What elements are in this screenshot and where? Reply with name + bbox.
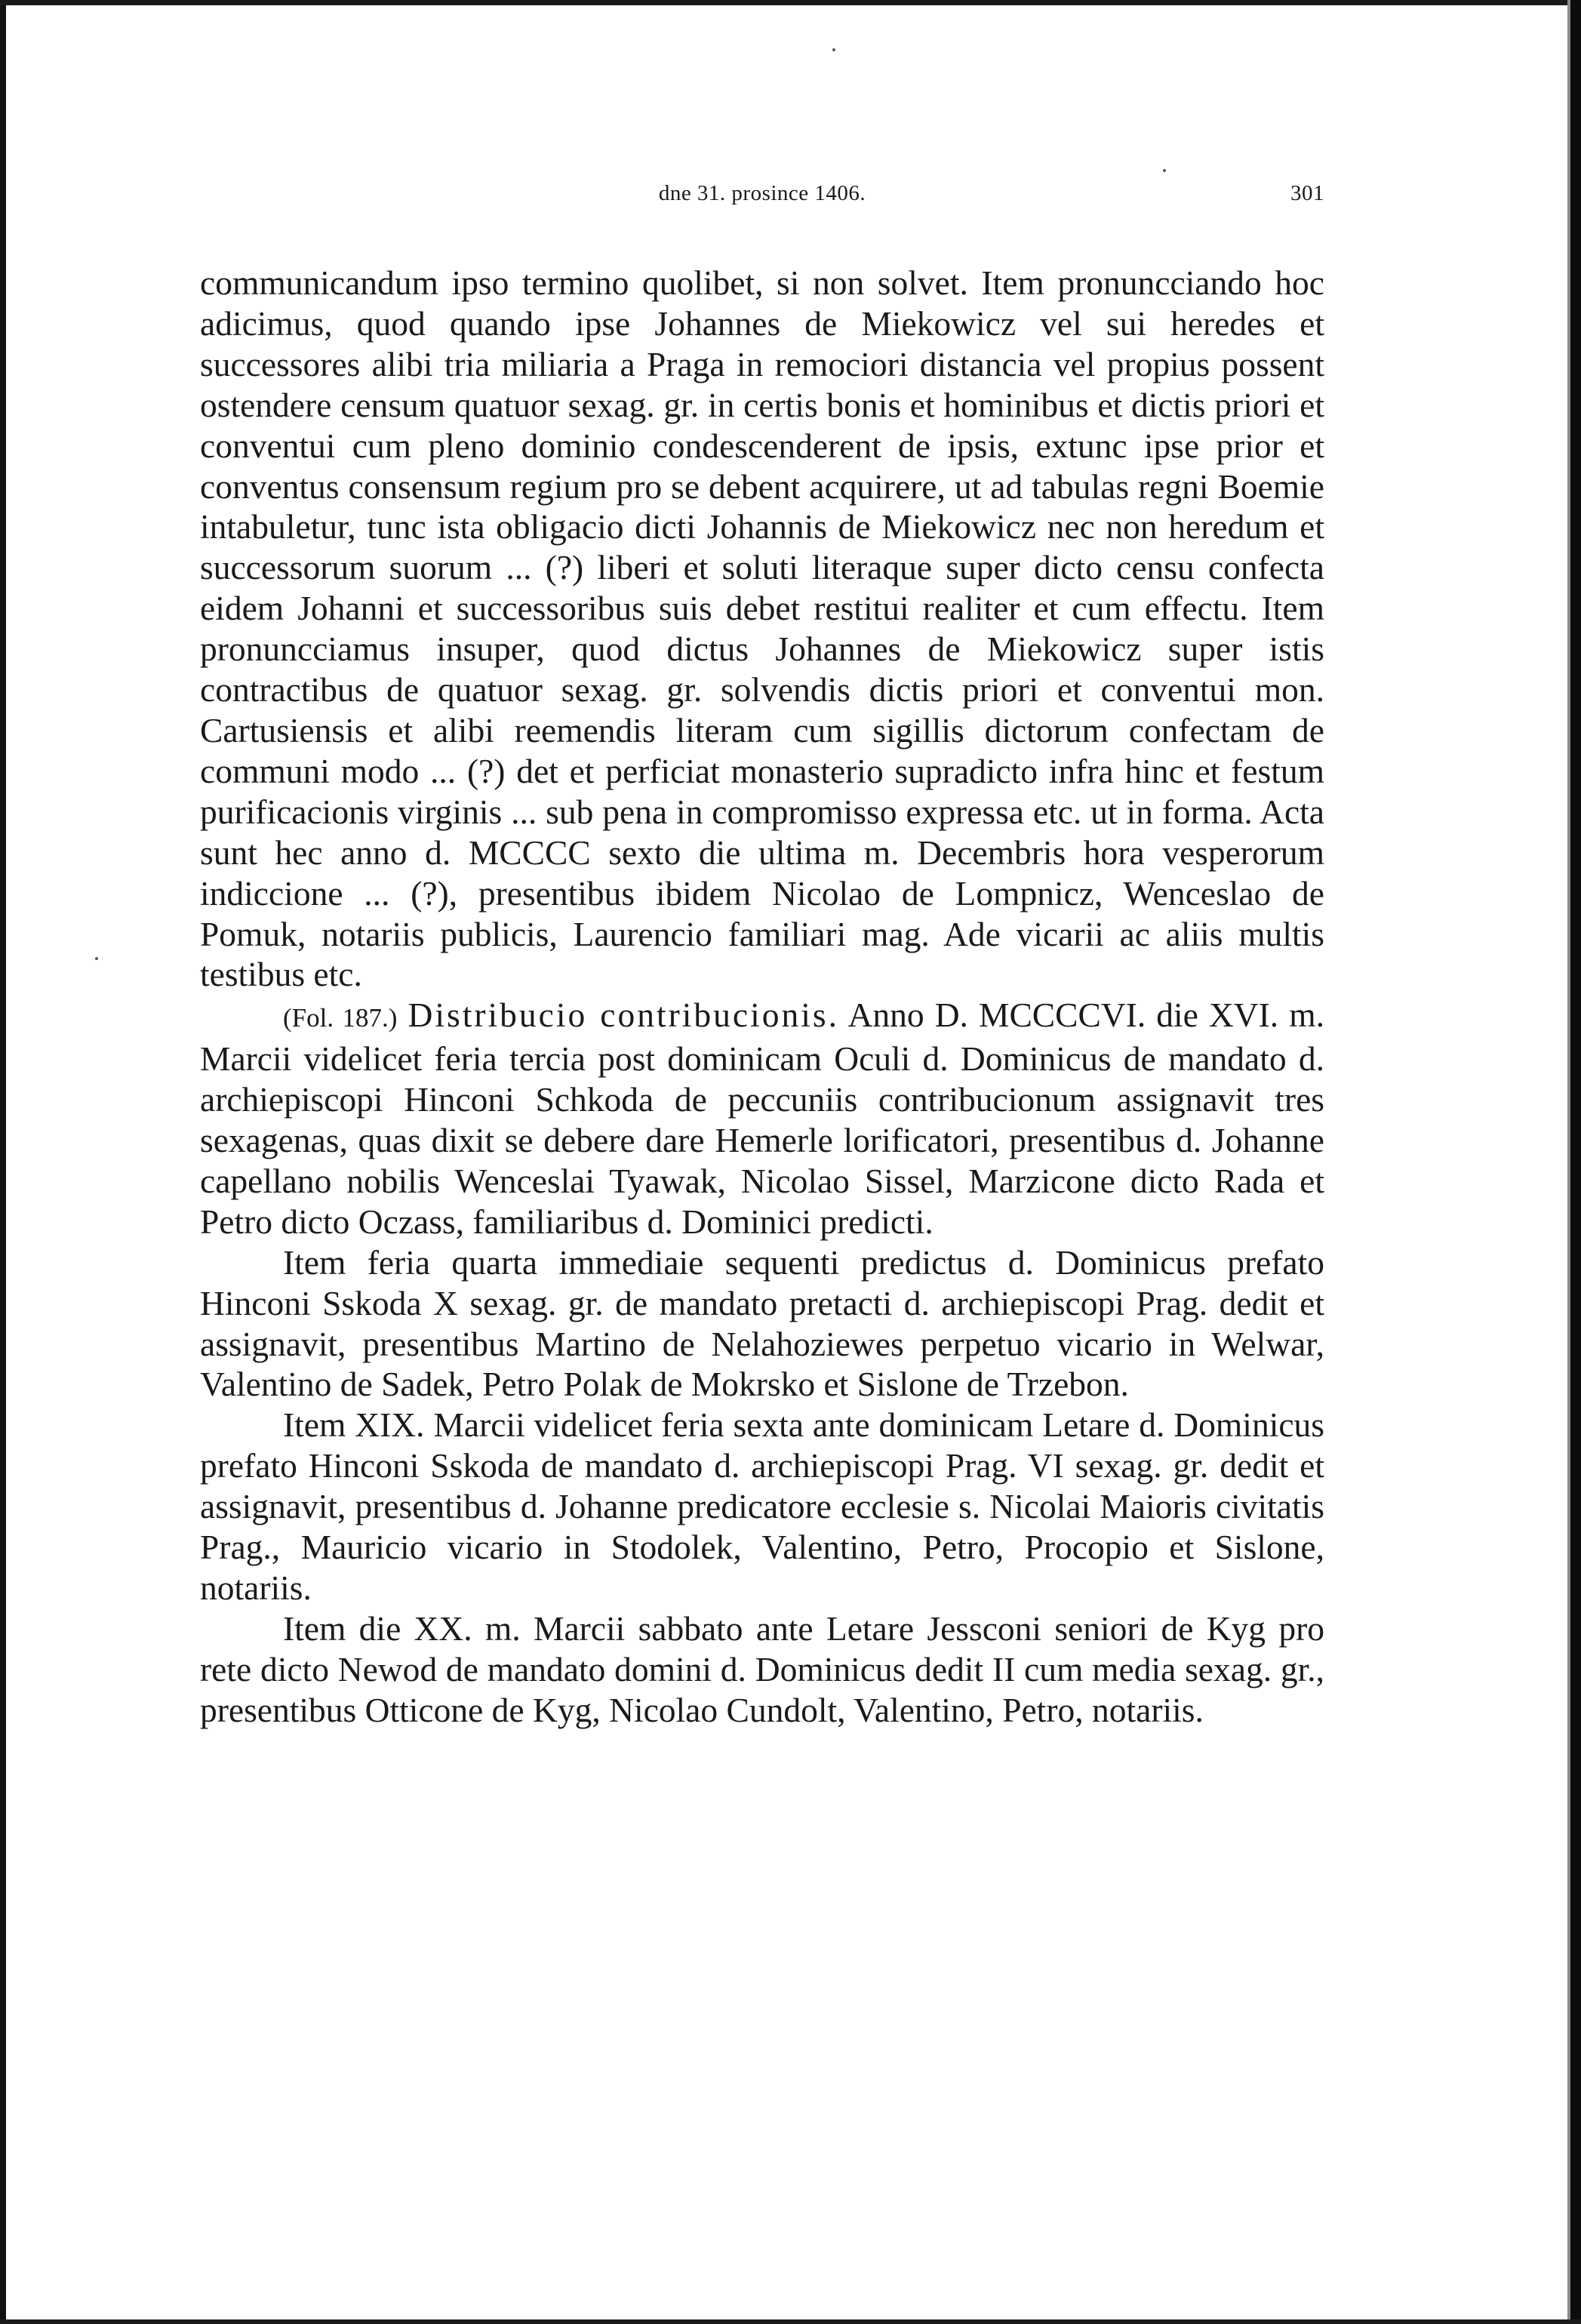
scan-speck — [95, 957, 98, 960]
paragraph-1: communicandum ipso termino quolibet, si non solvet. Item pronuncciando hoc adicimus, quod quando ipse Johannes de Miekowicz vel sui heredes et successores alibi tria miliaria a Praga in remociori distancia vel propius possent ostendere censum quatuor sexag. gr. in certis bonis et hominibus et dictis priori et conventui cum pleno dominio condescenderent de ipsis, extunc ipse prior et conventus consensum regium pro se debent acquirere, ut ad tabulas regni Boemie intabuletur, tunc ista obligacio dicti Johannis de Miekowicz nec non heredum et successorum suorum ... (?) liberi et soluti literaque super dicto censu confecta eidem Johanni et successoribus suis debet restitui realiter et cum effectu. Item pronuncciamus insuper, quod dictus Johannes de Miekowicz super istis contractibus de quatuor sexag. gr. solvendis dictis priori et conventui mon. Cartusiensis et alibi reemendis literam cum sigillis dictorum confectam de communi modo ... (?) det et perficiat monasterio supradicto infra hinc et festum purificacionis virginis ... sub pena in compromisso expressa etc. ut in forma. Acta sunt hec anno d. MCCCC sexto die ultima m. Decembris hora vesperorum indiccione ... (?), presentibus ibidem Nicolao de Lompnicz, Wenceslao de Pomuk, notariis publicis, Laurencio familiari mag. Ade vicarii ac aliis multis testibus etc. — [200, 263, 1324, 994]
paragraph-4: Item XIX. Marcii videlicet feria sexta ante dominicam Letare d. Dominicus prefato Hinconi Sskoda de mandato d. archiepiscopi Prag. VI sexag. gr. dedit et assignavit, presentibus d. Johanne predicatore ecclesie s. Nicolai Maioris civitatis Prag., Mauricio vicario in Stodolek, Valentino, Petro, Procopio et Sislone, notariis. — [200, 1405, 1324, 1607]
paragraph-5: Item die XX. m. Marcii sabbato ante Letare Jessconi seniori de Kyg pro rete dicto Newod de mandato domini d. Dominicus dedit II cum media sexag. gr., presentibus Otticone de Kyg, Nicolao Cundolt, Valentino, Petro, notariis. — [200, 1608, 1324, 1729]
scan-border-right — [1570, 0, 1581, 2324]
running-header — [200, 181, 1324, 211]
paragraph-3: Item feria quarta immediaie sequenti predictus d. Dominicus prefato Hinconi Sskoda X sexag. gr. de mandato pretacti d. archiepiscopi Prag. dedit et assignavit, presentibus Martino de Nelahoziewes perpetuo vicario in Welwar, Valentino de Sadek, Petro Polak de Mokrsko et Sislone de Trzebon. — [200, 1242, 1324, 1404]
paragraph-2 — [200, 995, 1324, 1242]
scan-border-top — [0, 0, 1581, 5]
page-number: 301 — [1290, 181, 1324, 205]
body-text — [200, 263, 1324, 1731]
running-title: dne 31. prosince 1406. — [658, 181, 866, 205]
scan-speck — [1163, 169, 1166, 172]
scan-border-bottom — [0, 2319, 1581, 2324]
paragraph-2-text: Anno D. MCCCCVI. die XVI. m. Marcii videlicet feria tercia post dominicam Oculi d. Dominicus de mandato d. archiepiscopi Hinconi Schkoda de peccuniis contribucionum assignavit tres sexagenas, quas dixit se debere dare Hemerle lorificatori, presentibus d. Johanne capellano nobilis Wenceslai Tyawak, Nicolao Sissel, Marzicone dicto Rada et Petro dicto Oczass, familiaribus d. Dominici predicti. — [200, 996, 1324, 1241]
scan-speck — [832, 48, 835, 51]
section-title: Distribucio contribucionis. — [408, 996, 839, 1035]
folio-reference: (Fol. 187.) — [283, 1003, 398, 1033]
scan-border-left — [0, 0, 6, 2324]
